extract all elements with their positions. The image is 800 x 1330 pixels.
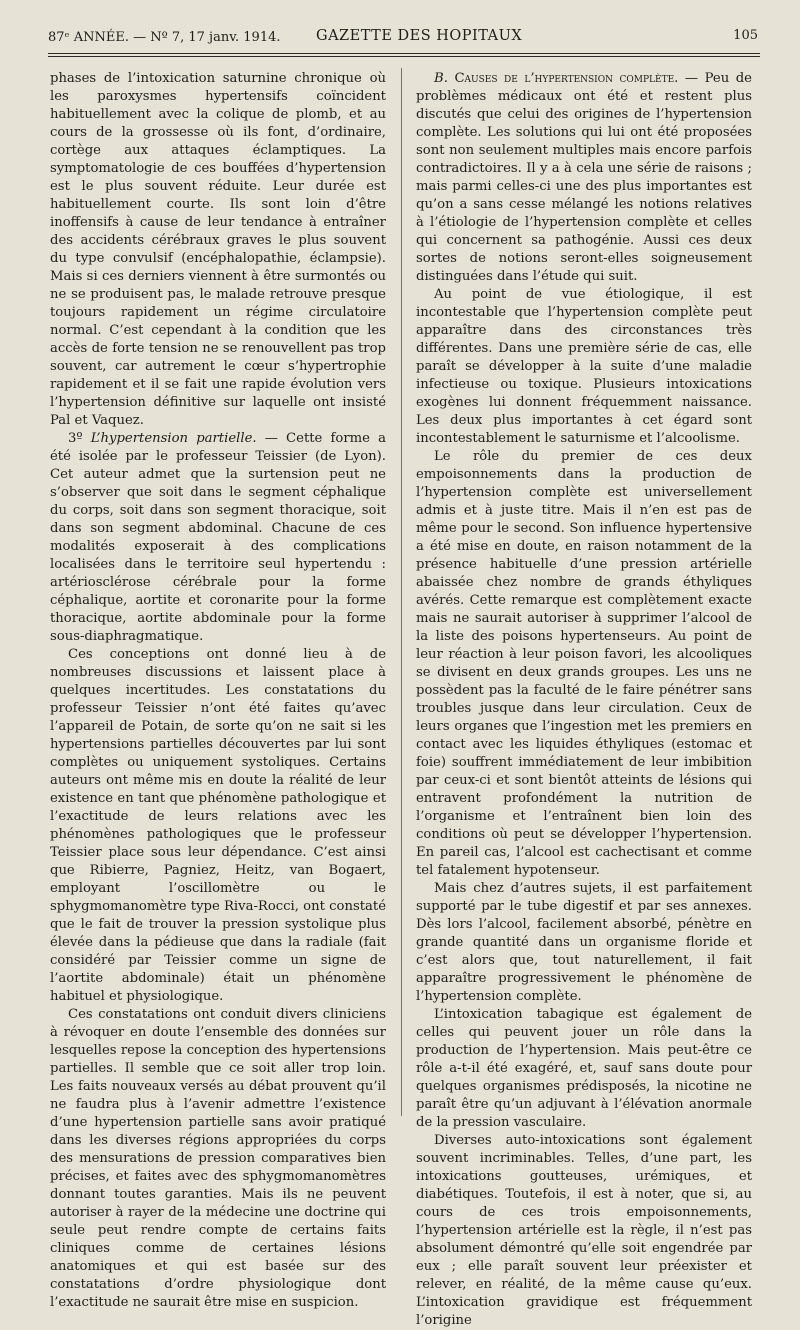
- section-title: L’hypertension partielle.: [90, 431, 257, 446]
- left-column: [50, 70, 386, 1312]
- section-body: — Peu de problèmes médicaux ont été et restent plus discutés que celui des origines de l’hypertension complète. Les solutions qui lui ont été proposées sont non seulement multiples mais encore parfois contradictoires. Il y a à cela une série de raisons ; mais parmi celles-ci une des plus importantes est qu’on a sans cesse mélangé les notions relatives à l’étiologie de l’hypertension complète et celles qui concernent sa pathogénie. Aussi ces deux sortes de notions seront-elles soigneusement distinguées dans l’étude qui suit.: [416, 71, 752, 284]
- section-number: 3º: [68, 431, 83, 446]
- header-rule-bottom: [48, 56, 760, 57]
- paragraph: Ces conceptions ont donné lieu à de nombreuses discussions et laissent place à quelques incertitudes. Les constatations du professeur Teissier n’ont été faites qu’avec l’appareil de Potain, de sorte qu’on ne sait si les hypertensions partielles découvertes par lui sont complètes ou uniquement systoliques. Certains auteurs ont même mis en doute la réalité de leur existence en tant que phénomène pathologique et l’exactitude de leurs relations avec les phénomènes pathologiques que le professeur Teissier place sous leur dépendance. C’est ainsi que Ribierre, Pagniez, Heitz, van Bogaert, employant l’oscillomètre ou le sphygmomanomètre type Riva-Rocci, ont constaté que le fait de trouver la pression systolique plus élevée dans la pédieuse que dans la radiale (fait considéré par Teissier comme un signe de l’aortite abdominale) était un phénomène habituel et physiologique.: [50, 647, 386, 1004]
- paragraph: Ces constatations ont conduit divers cliniciens à révoquer en doute l’ensemble des données sur lesquelles repose la conception des hypertensions partielles. Il semble que ce soit aller trop loin. Les faits nouveaux versés au débat prouvent qu’il ne faudra plus à l’avenir admettre l’existence d’une hypertension partielle sans avoir pratiqué dans les diverses régions appropriées du corps des mensurations de pression comparatives bien précises, et faites avec des sphygmomanomètres donnant toutes garanties. Mais ils ne peuvent autoriser à rayer de la médecine une doctrine qui seule peut rendre compte de certains faits cliniques comme de certaines lésions anatomiques et qui est basée sur des constatations d’ordre physiologique dont l’exactitude ne saurait être mise en suspicion.: [50, 1007, 386, 1310]
- paragraph: Mais chez d’autres sujets, il est parfaitement supporté par le tube digestif et par ses annexes. Dès lors l’alcool, facilement absorbé, pénètre en grande quantité dans un organisme floride et c’est alors que, tout naturellement, il fait apparaître progressivement le phénomène de l’hypertension complète.: [416, 881, 752, 1004]
- paragraph: phases de l’intoxication saturnine chronique où les paroxysmes hypertensifs coïncident habituellement avec la colique de plomb, et au cours de la grossesse où ils font, d’ordinaire, cortège aux attaques éclamptiques. La symptomatologie de ces bouffées d’hypertension est le plus souvent réduite. Leur durée est habituellement courte. Ils sont loin d’être inoffensifs à cause de leur tendance à entraîner des accidents cérébraux graves le plus souvent du type convulsif (encéphalopathie, éclampsie). Mais si ces derniers viennent à être surmontés ou ne se produisent pas, le malade retrouve presque toujours rapidement un régime circulatoire normal. C’est cependant à la condition que les accès de forte tension ne se renouvellent pas trop souvent, car autrement le cœur s’hypertrophie rapidement et il se fait une rapide évolution vers l’hypertension définitive sur laquelle ont insisté Pal et Vaquez.: [50, 71, 386, 428]
- paragraph: Au point de vue étiologique, il est incontestable que l’hypertension complète peut apparaître dans des circonstances très différentes. Dans une première série de cas, elle paraît se développer à la suite d’une maladie infectieuse ou toxique. Plusieurs intoxications exogènes lui donnent fréquemment naissance. Les deux plus importantes à cet égard sont incontestablement le saturnisme et l’alcoolisme.: [416, 287, 752, 446]
- section-hypertension-partielle: [50, 430, 386, 646]
- header-rule-top: [48, 53, 760, 54]
- issue-info: 87ᵉ ANNÉE. — Nº 7, 17 janv. 1914.: [48, 30, 281, 45]
- section-number: B.: [434, 71, 448, 86]
- right-column: [416, 70, 752, 1330]
- paragraph: L’intoxication tabagique est également de celles qui peuvent jouer un rôle dans la production de l’hypertension. Mais peut-être ce rôle a-t-il été exagéré, et, sauf sans doute pour quelques organismes prédisposés, la nicotine ne paraît être qu’un adjuvant à l’élévation anormale de la pression vasculaire.: [416, 1007, 752, 1130]
- paragraph: Diverses auto-intoxications sont également souvent incriminables. Telles, d’une part, les intoxications goutteuses, urémiques, et diabétiques. Toutefois, il est à noter, que si, au cours de ces trois empoisonnements, l’hypertension artérielle est la règle, il n’est pas absolument démontré qu’elle soit engendrée par eux ; elle paraît souvent leur préexister et relever, en réalité, de la même cause qu’eux. L’intoxication gravidique est fréquemment l’origine: [416, 1133, 752, 1328]
- paragraph: Le rôle du premier de ces deux empoisonnements dans la production de l’hypertension complète est universellement admis et à juste titre. Mais il n’en est pas de même pour le second. Son influence hypertensive a été mise en doute, en raison notamment de la présence habituelle d’une pression artérielle abaissée chez nombre de grands éthyliques avérés. Cette remarque est complètement exacte mais ne saurait autoriser à supprimer l’alcool de la liste des poisons hypertenseurs. Au point de leur réaction à leur poison favori, les alcooliques se divisent en deux grands groupes. Les uns ne possèdent pas la faculté de le faire pénétrer sans troubles jusque dans leur circulation. Ceux de leurs organes que l’ingestion met les premiers en contact avec les liquides éthyliques (estomac et foie) souffrent immédiatement de leur imbibition par ceux-ci et sont bientôt atteints de lésions qui entravent profondément la nutrition de l’organisme et l’entraînent bien loin des conditions où peut se développer l’hypertension. En pareil cas, l’alcool est cachectisant et comme tel fatalement hypotenseur.: [416, 449, 752, 878]
- section-causes: [416, 70, 752, 286]
- page-header: [48, 26, 758, 48]
- section-title: Causes de l’hypertension complète.: [454, 71, 679, 86]
- column-divider: [401, 68, 402, 1116]
- journal-title: GAZETTE DES HOPITAUX: [316, 28, 523, 44]
- section-body: — Cette forme a été isolée par le professeur Teissier (de Lyon). Cet auteur admet que la surtension peut ne s’observer que soit dans le segment céphalique du corps, soit dans son segment thoracique, soit dans son segment abdominal. Chacune de ces modalités exposerait à des complications localisées dans le territoire seul hypertendu : artériosclérose cérébrale pour la forme céphalique, aortite et coronarite pour la forme thoracique, aortite abdominale pour la forme sous-diaphragmatique.: [50, 431, 386, 644]
- page-number: 105: [733, 28, 758, 43]
